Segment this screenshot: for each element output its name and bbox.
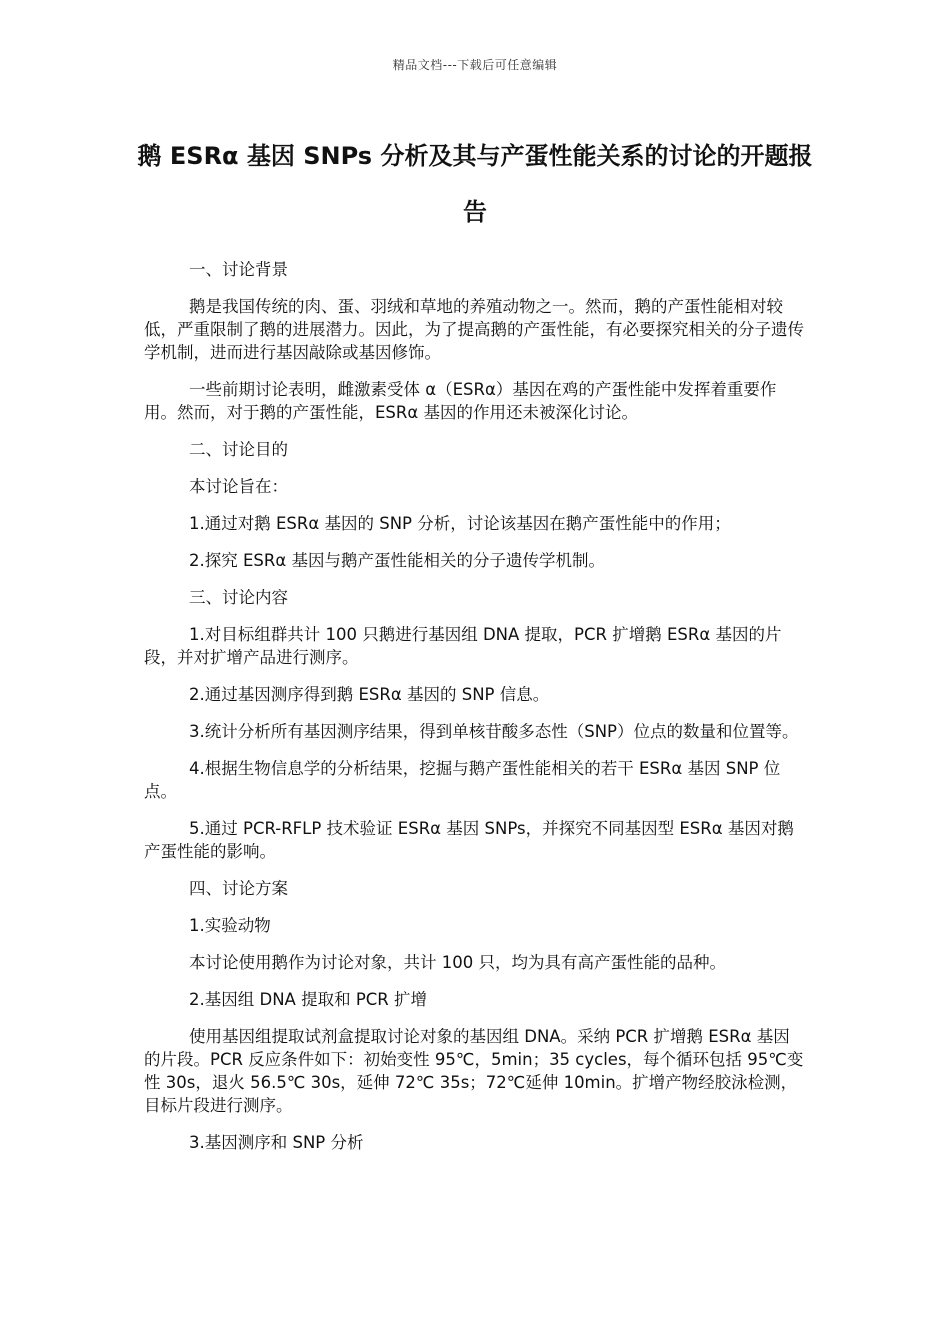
list-item: 3.统计分析所有基因测序结果，得到单核苷酸多态性（SNP）位点的数量和位置等。 [189,722,799,741]
section-heading-purpose: 二、讨论目的 [189,440,288,459]
subheading: 2.基因组 DNA 提取和 PCR 扩增 [189,990,427,1009]
section-heading-content: 三、讨论内容 [189,588,288,607]
paragraph: 鹅是我国传统的肉、蛋、羽绒和草地的养殖动物之一。然而，鹅的产蛋性能相对较低，严重限制了鹅的进展潜力。因此，为了提高鹅的产蛋性能，有必要探究相关的分子遗传学机制，进而进行基因敲除或基因修饰。 [144,297,804,362]
list-item: 5.通过 PCR-RFLP 技术验证 ESRα 基因 SNPs，并探究不同基因型 ESRα 基因对鹅产蛋性能的影响。 [144,819,794,861]
document-body [144,258,806,1168]
paragraph: 一些前期讨论表明，雌激素受体 α（ESRα）基因在鸡的产蛋性能中发挥着重要作用。然而，对于鹅的产蛋性能，ESRα 基因的作用还未被深化讨论。 [144,380,777,422]
paragraph: 本讨论使用鹅作为讨论对象，共计 100 只，均为具有高产蛋性能的品种。 [189,953,726,972]
section-heading-background: 一、讨论背景 [189,260,288,279]
document-title: 鹅 ESRα 基因 SNPs 分析及其与产蛋性能关系的讨论的开题报告 [137,142,813,226]
section-heading-plan: 四、讨论方案 [189,879,288,898]
paragraph: 本讨论旨在： [189,477,288,496]
list-item: 2.探究 ESRα 基因与鹅产蛋性能相关的分子遗传学机制。 [189,551,605,570]
subheading: 1.实验动物 [189,916,271,935]
list-item: 4.根据生物信息学的分析结果，挖掘与鹅产蛋性能相关的若干 ESRα 基因 SNP 位点。 [144,759,781,801]
list-item: 2.通过基因测序得到鹅 ESRα 基因的 SNP 信息。 [189,685,550,704]
list-item: 1.对目标组群共计 100 只鹅进行基因组 DNA 提取，PCR 扩增鹅 ESRα 基因的片段，并对扩增产品进行测序。 [144,625,782,667]
paragraph: 使用基因组提取试剂盒提取讨论对象的基因组 DNA。采纳 PCR 扩增鹅 ESRα 基因的片段。PCR 反应条件如下：初始变性 95℃，5min；35 cycles，每个循环包括 95℃变性 30s，退火 56.5℃ 30s，延伸 72℃ 35s；72℃延伸 10min。扩增产物经胶泳检测，目标片段进行测序。 [144,1027,804,1115]
subheading: 3.基因测序和 SNP 分析 [189,1133,364,1152]
list-item: 1.通过对鹅 ESRα 基因的 SNP 分析，讨论该基因在鹅产蛋性能中的作用； [189,514,731,533]
header-note: 精品文档---下载后可任意编辑 [392,58,558,72]
